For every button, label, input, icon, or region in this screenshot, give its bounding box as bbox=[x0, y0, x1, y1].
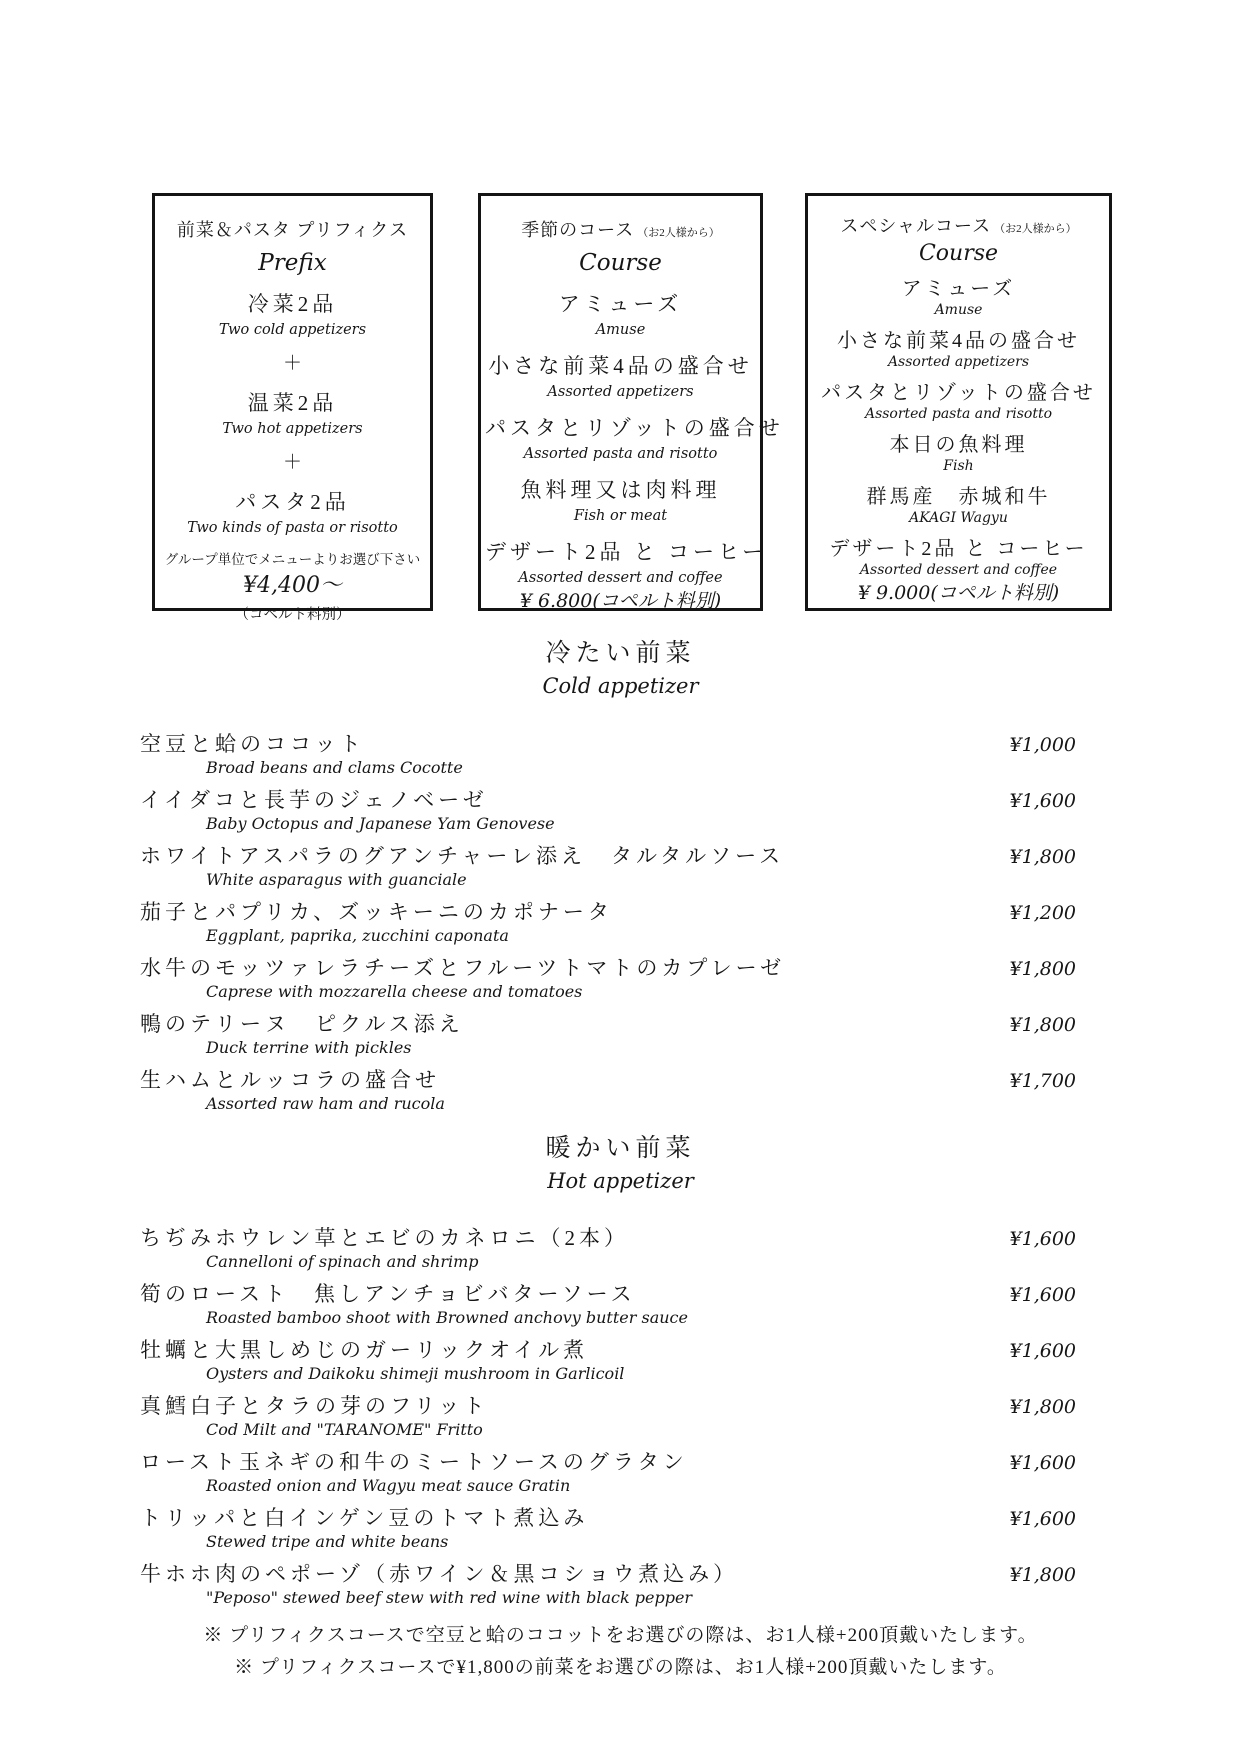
box-title-text: スペシャルコース bbox=[840, 216, 992, 236]
menu-item bbox=[140, 728, 1076, 784]
menu-item bbox=[140, 1334, 1076, 1390]
box-subtitle: Prefix bbox=[258, 250, 327, 276]
item-name-en: Roasted bamboo shoot with Browned anchovy butter sauce bbox=[206, 1308, 688, 1327]
section-title-en: Cold appetizer bbox=[542, 674, 699, 698]
course-box-special bbox=[805, 193, 1112, 611]
item-name-en: Caprese with mozzarella cheese and tomatoes bbox=[206, 982, 583, 1001]
item-price: ¥1,800 bbox=[1009, 1564, 1076, 1586]
box-price-note: （コペルト料別） bbox=[234, 607, 351, 623]
course-line-en: Two kinds of pasta or risotto bbox=[187, 520, 398, 536]
item-price: ¥1,800 bbox=[1009, 846, 1076, 868]
course-line-jp: アミューズ bbox=[558, 292, 683, 316]
course-line-en: Two cold appetizers bbox=[218, 322, 367, 338]
box-subtitle: Course bbox=[579, 250, 662, 276]
course-line-jp: 本日の魚料理 bbox=[889, 434, 1028, 456]
course-line-jp: 小さな前菜4品の盛合せ bbox=[488, 354, 753, 378]
item-price: ¥1,600 bbox=[1009, 1508, 1076, 1530]
item-name-jp: 牛ホホ肉のペポーゾ（赤ワイン＆黒コショウ煮込み） bbox=[140, 1562, 739, 1586]
item-name-jp: 牡蠣と大黒しめじのガーリックオイル煮 bbox=[140, 1338, 589, 1362]
item-price: ¥1,800 bbox=[1009, 1014, 1076, 1036]
course-line-en: Fish or meat bbox=[573, 508, 668, 524]
item-name-en: Cannelloni of spinach and shrimp bbox=[206, 1252, 479, 1271]
menu-item bbox=[140, 1222, 1076, 1278]
box-price: ¥ 6.800(コペルト料別) bbox=[519, 590, 722, 612]
plus-sign: ＋ bbox=[282, 353, 302, 374]
menu-item bbox=[140, 952, 1076, 1008]
item-price: ¥1,600 bbox=[1009, 1228, 1076, 1250]
menu-item bbox=[140, 1502, 1076, 1558]
item-price: ¥1,000 bbox=[1009, 734, 1076, 756]
course-line-en: Fish bbox=[943, 458, 974, 474]
item-name-en: Oysters and Daikoku shimeji mushroom in Garlicoil bbox=[206, 1364, 625, 1383]
item-name-jp: 真鱈白子とタラの芽のフリット bbox=[140, 1394, 489, 1418]
plus-sign: ＋ bbox=[282, 452, 302, 473]
menu-item bbox=[140, 896, 1076, 952]
course-line-en: Assorted dessert and coffee bbox=[518, 570, 723, 586]
cold-appetizer-list bbox=[140, 728, 1076, 1120]
box-title bbox=[812, 212, 1105, 238]
course-line-en: Assorted pasta and risotto bbox=[864, 406, 1053, 422]
item-name-en: Stewed tripe and white beans bbox=[206, 1532, 449, 1551]
course-line-jp: 魚料理又は肉料理 bbox=[520, 478, 721, 502]
box-title-note: （お2人様から） bbox=[994, 223, 1077, 235]
section-title-jp: 冷たい前菜 bbox=[545, 640, 696, 667]
section-title-jp: 暖かい前菜 bbox=[545, 1135, 696, 1162]
menu-item bbox=[140, 1446, 1076, 1502]
item-name-en: Roasted onion and Wagyu meat sauce Gratin bbox=[206, 1476, 571, 1495]
course-line-jp: 小さな前菜4品の盛合せ bbox=[837, 330, 1080, 352]
course-line-jp: パスタとリゾットの盛合せ bbox=[485, 416, 784, 440]
course-box-prefix bbox=[152, 193, 433, 623]
item-name-jp: 茄子とパプリカ、ズッキーニのカポナータ bbox=[140, 900, 613, 924]
section-header-cold bbox=[0, 633, 1241, 698]
hot-appetizer-list bbox=[140, 1222, 1076, 1614]
item-price: ¥1,600 bbox=[1009, 790, 1076, 812]
menu-item bbox=[140, 784, 1076, 840]
item-price: ¥1,800 bbox=[1009, 958, 1076, 980]
course-line-en: Assorted dessert and coffee bbox=[859, 562, 1058, 578]
item-name-en: Duck terrine with pickles bbox=[206, 1038, 412, 1057]
footnote: ※ プリフィクスコースで空豆と蛤のココットをお選びの際は、お1人様+200頂戴いたします。 bbox=[203, 1625, 1038, 1646]
box-price: ¥4,400～ bbox=[243, 573, 342, 598]
course-line-en: Assorted appetizers bbox=[887, 354, 1030, 370]
item-price: ¥1,600 bbox=[1009, 1340, 1076, 1362]
item-price: ¥1,600 bbox=[1009, 1284, 1076, 1306]
box-subtitle: Course bbox=[918, 241, 999, 266]
item-name-jp: 水牛のモッツァレラチーズとフルーツトマトのカプレーゼ bbox=[140, 956, 786, 980]
box-note: グループ単位でメニューよりお選び下さい bbox=[164, 552, 421, 567]
course-line-jp: 群馬産 赤城和牛 bbox=[866, 486, 1051, 508]
course-line-en: Amuse bbox=[595, 322, 646, 338]
item-name-en: White asparagus with guanciale bbox=[206, 870, 467, 889]
item-name-jp: 筍のロースト 焦しアンチョビバターソース bbox=[140, 1282, 636, 1306]
footnote: ※ プリフィクスコースで¥1,800の前菜をお選びの際は、お1人様+200頂戴いたします。 bbox=[234, 1657, 1007, 1678]
course-line-jp: アミューズ bbox=[901, 278, 1016, 300]
item-price: ¥1,800 bbox=[1009, 1396, 1076, 1418]
course-line-en: Amuse bbox=[934, 302, 983, 318]
menu-item bbox=[140, 1008, 1076, 1064]
item-name-jp: ホワイトアスパラのグアンチャーレ添え タルタルソース bbox=[140, 844, 785, 868]
course-line-jp: パスタ2品 bbox=[235, 490, 350, 514]
menu-item bbox=[140, 1064, 1076, 1120]
course-line-en: Assorted appetizers bbox=[547, 384, 694, 400]
course-line-jp: 温菜2品 bbox=[247, 391, 338, 415]
item-name-jp: 空豆と蛤のココット bbox=[140, 732, 365, 756]
item-name-jp: 鴨のテリーヌ ピクルス添え bbox=[140, 1012, 464, 1036]
menu-item bbox=[140, 1390, 1076, 1446]
item-name-en: Eggplant, paprika, zucchini caponata bbox=[206, 926, 509, 945]
box-title-text: 季節のコース bbox=[521, 220, 635, 240]
item-name-jp: ロースト玉ネギの和牛のミートソースのグラタン bbox=[140, 1450, 688, 1474]
item-name-en: Cod Milt and "TARANOME" Fritto bbox=[206, 1420, 483, 1439]
section-header-hot bbox=[0, 1128, 1241, 1193]
section-title-en: Hot appetizer bbox=[547, 1169, 694, 1193]
item-price: ¥1,700 bbox=[1009, 1070, 1076, 1092]
item-price: ¥1,200 bbox=[1009, 902, 1076, 924]
menu-item bbox=[140, 1278, 1076, 1334]
menu-item bbox=[140, 1558, 1076, 1614]
item-name-jp: ちぢみホウレン草とエビのカネロニ（2本） bbox=[140, 1226, 629, 1250]
item-name-en: Baby Octopus and Japanese Yam Genovese bbox=[206, 814, 555, 833]
course-line-jp: 冷菜2品 bbox=[247, 292, 338, 316]
item-name-jp: イイダコと長芋のジェノベーゼ bbox=[140, 788, 488, 812]
item-name-jp: 生ハムとルッコラの盛合せ bbox=[140, 1068, 440, 1092]
course-line-en: Assorted pasta and risotto bbox=[523, 446, 718, 462]
course-line-en: Two hot appetizers bbox=[222, 421, 363, 437]
item-name-en: Assorted raw ham and rucola bbox=[206, 1094, 445, 1113]
box-title: 前菜＆パスタ プリフィクス bbox=[176, 220, 409, 240]
menu-item bbox=[140, 840, 1076, 896]
course-line-jp: パスタとリゾットの盛合せ bbox=[821, 382, 1096, 404]
box-title-note: （お2人様から） bbox=[637, 227, 720, 239]
box-title bbox=[485, 216, 756, 242]
box-price: ¥ 9.000(コペルト料別) bbox=[857, 582, 1060, 604]
footnotes bbox=[0, 1620, 1241, 1684]
course-line-en: AKAGI Wagyu bbox=[909, 510, 1008, 526]
item-price: ¥1,600 bbox=[1009, 1452, 1076, 1474]
item-name-en: Broad beans and clams Cocotte bbox=[206, 758, 463, 777]
course-box-seasonal bbox=[478, 193, 784, 612]
course-line-jp: デザート2品 と コーヒー bbox=[485, 540, 768, 564]
item-name-en: "Peposo" stewed beef stew with red wine with black pepper bbox=[206, 1588, 693, 1607]
item-name-jp: トリッパと白インゲン豆のトマト煮込み bbox=[140, 1506, 589, 1530]
course-line-jp: デザート2品 と コーヒー bbox=[829, 538, 1088, 560]
